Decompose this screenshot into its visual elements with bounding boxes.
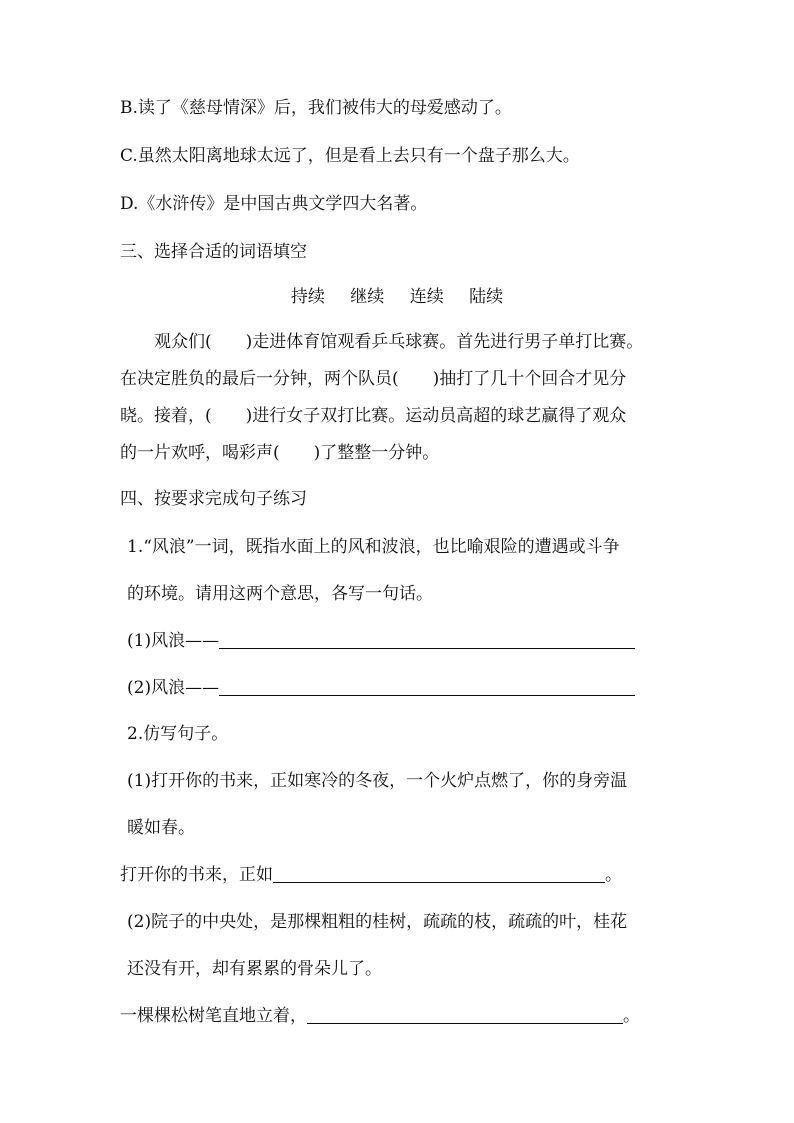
option-c: C.虽然太阳离地球太远了，但是看上去只有一个盘子那么大。 (120, 146, 580, 166)
answer-blank[interactable] (273, 864, 605, 883)
paragraph-line: 晓。接着，( )进行女子双打比赛。运动员高超的球艺赢得了观众 (120, 406, 627, 426)
question-1-text: 1.“风浪”一词，既指水面上的风和波浪，也比喻艰险的遭遇或斗争 (127, 537, 620, 557)
section4-heading: 四、按要求完成句子练习 (120, 489, 307, 509)
answer-end: 。 (605, 865, 622, 885)
question-1-answer-b (127, 676, 635, 700)
answer-end: 。 (623, 1006, 640, 1026)
paragraph-line: 观众们( )走进体育馆观看乒乓球赛。首先进行男子单打比赛。 (154, 332, 644, 352)
answer-blank[interactable] (307, 1005, 623, 1024)
question-2-1-text-cont: 暖如春。 (127, 818, 195, 838)
word-bank-item: 连续 (409, 287, 444, 307)
question-2-1-answer (120, 863, 622, 887)
answer-prompt: 打开你的书来，正如 (120, 865, 273, 885)
paragraph-line: 的一片欢呼，喝彩声( )了整整一分钟。 (120, 443, 440, 463)
question-2-1-text: (1)打开你的书来，正如寒冷的冬夜，一个火炉点燃了，你的身旁温 (127, 771, 628, 791)
answer-blank[interactable] (219, 677, 635, 696)
answer-label: (1)风浪—— (127, 631, 220, 651)
word-bank-item: 陆续 (469, 287, 504, 307)
question-1-text-cont: 的环境。请用这两个意思，各写一句话。 (127, 584, 433, 604)
option-d: D.《水浒传》是中国古典文学四大名著。 (120, 194, 428, 214)
question-2-heading: 2.仿写句子。 (127, 724, 229, 744)
word-bank-item: 继续 (350, 287, 385, 307)
paragraph-line: 在决定胜负的最后一分钟，两个队员( )抽打了几十个回合才见分 (120, 369, 627, 389)
question-2-2-text: (2)院子的中央处，是那棵粗粗的桂树，疏疏的枝，疏疏的叶，桂花 (127, 912, 628, 932)
answer-prompt: 一棵棵松树笔直地立着， (120, 1006, 307, 1026)
question-2-2-answer (120, 1004, 640, 1028)
question-1-answer-a (127, 629, 635, 653)
section3-heading: 三、选择合适的词语填空 (120, 242, 307, 262)
answer-label: (2)风浪—— (127, 678, 220, 698)
answer-blank[interactable] (219, 630, 635, 649)
option-b: B.读了《慈母情深》后，我们被伟大的母爱感动了。 (120, 98, 512, 118)
word-bank-item: 持续 (290, 287, 325, 307)
word-bank (0, 285, 794, 309)
question-2-2-text-cont: 还没有开，却有累累的骨朵儿了。 (127, 959, 382, 979)
